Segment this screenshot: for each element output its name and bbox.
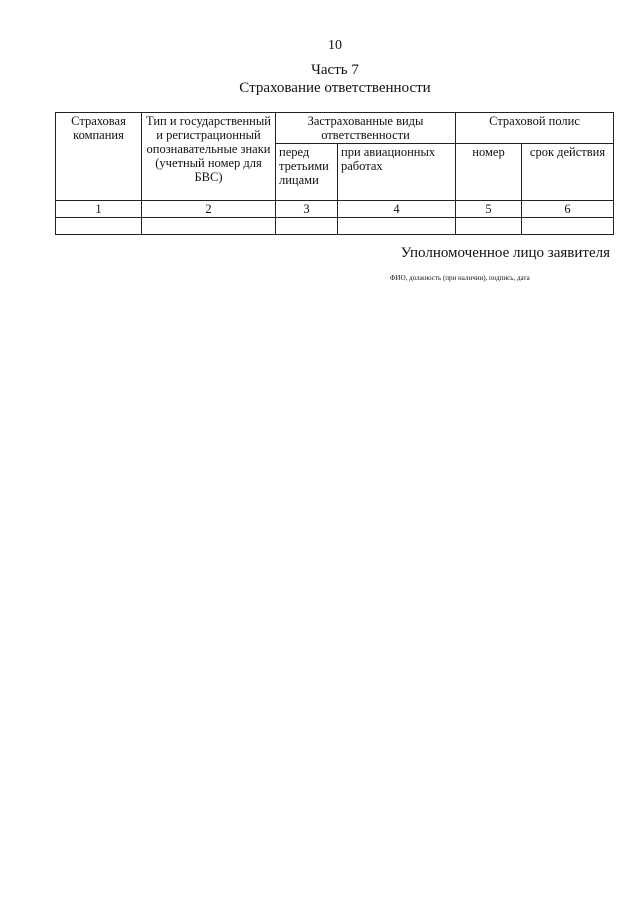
table-cell[interactable] (276, 218, 338, 235)
insurance-table (55, 112, 614, 235)
authorized-person-title: Уполномоченное лицо заявителя (400, 245, 610, 261)
header-aircraft-type-and-marks: Тип и государственный и регистрационный опознавательные знаки (учетный номер для БВС) (142, 113, 276, 201)
header-third-parties: перед третьими лицами (276, 144, 338, 201)
header-policy-number: номер (456, 144, 522, 201)
column-number: 3 (276, 201, 338, 218)
column-number: 4 (338, 201, 456, 218)
column-number: 1 (56, 201, 142, 218)
table-cell[interactable] (56, 218, 142, 235)
page-number: 10 (328, 38, 342, 53)
table-cell[interactable] (142, 218, 276, 235)
header-insured-liability-types: Застрахованные виды ответственности (276, 113, 456, 144)
section-title: Страхование ответственности (239, 80, 431, 96)
table-cell[interactable] (522, 218, 614, 235)
table-cell[interactable] (456, 218, 522, 235)
header-policy-term: срок действия (522, 144, 614, 201)
header-insurance-policy: Страховой полис (456, 113, 614, 144)
table-cell[interactable] (338, 218, 456, 235)
part-title: Часть 7 (311, 62, 359, 78)
header-aviation-works: при авиационных работах (338, 144, 456, 201)
header-insurance-company: Страховая компания (56, 113, 142, 201)
column-number: 6 (522, 201, 614, 218)
table-row (56, 218, 614, 235)
signature-hint: ФИО, должность (при наличии), подпись, дата (390, 274, 530, 282)
column-number: 5 (456, 201, 522, 218)
column-number: 2 (142, 201, 276, 218)
